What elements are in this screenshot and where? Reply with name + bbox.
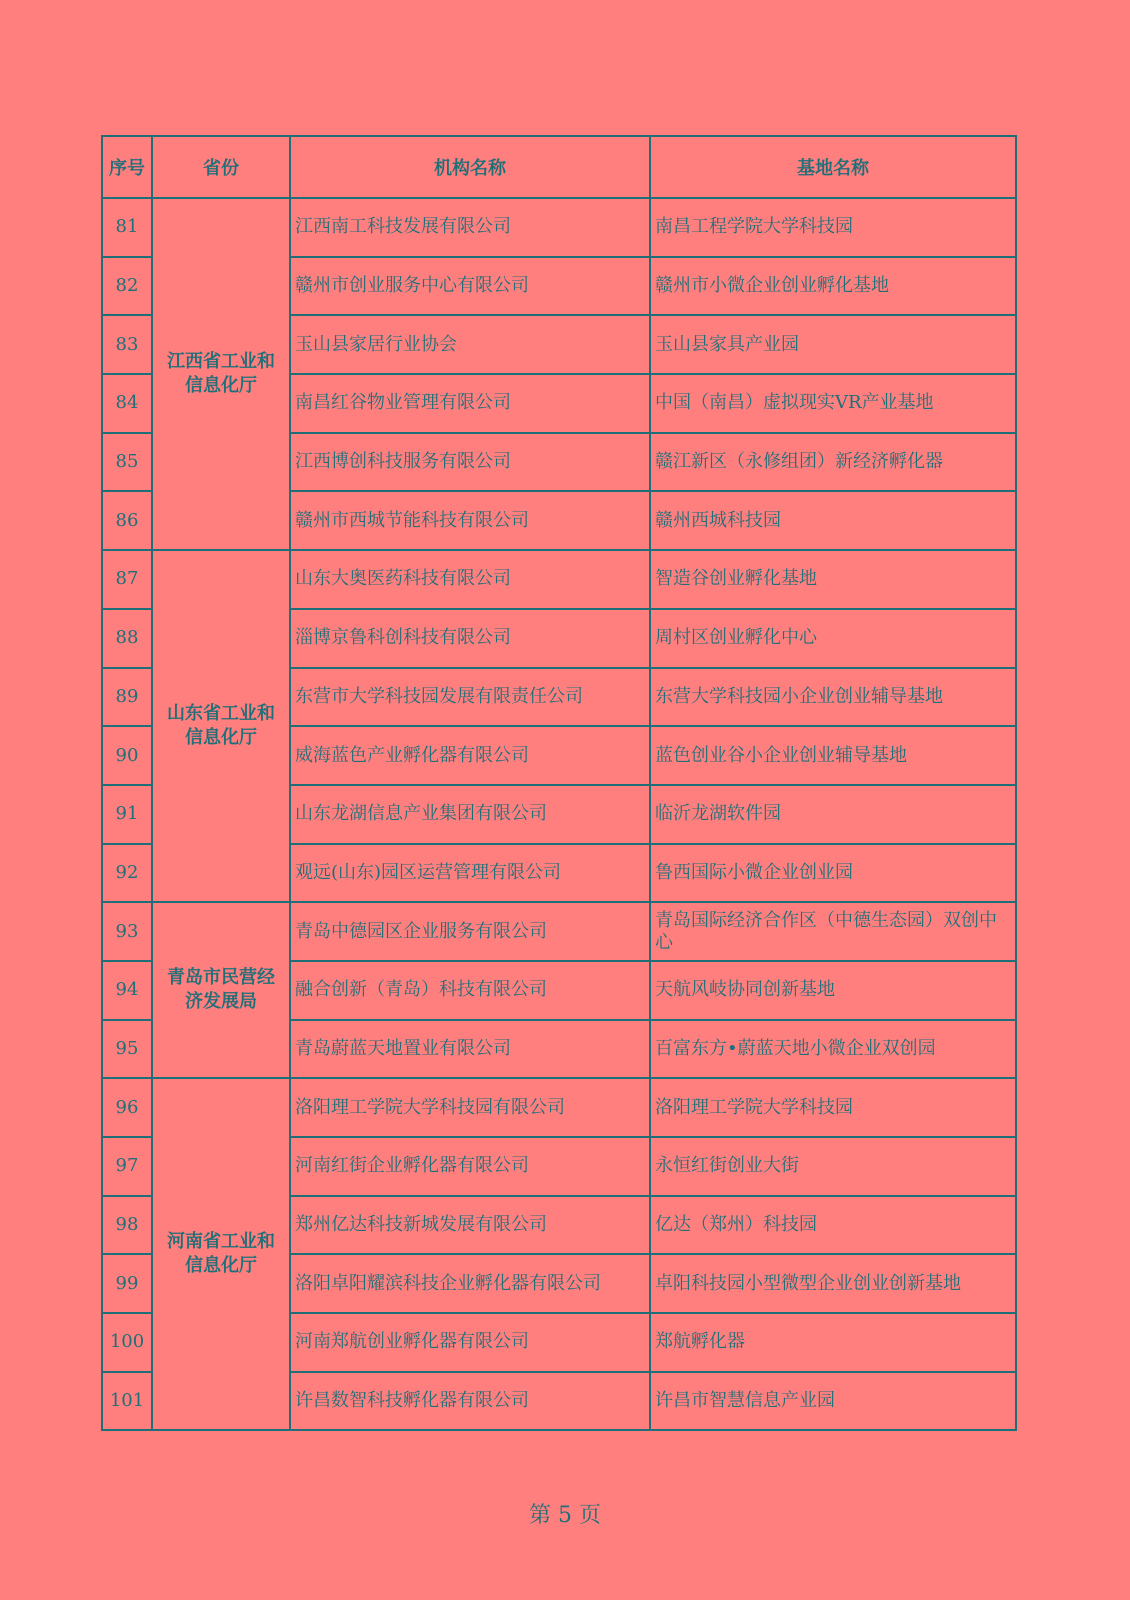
- province-cell: 山东省工业和信息化厅: [152, 550, 290, 902]
- base-name: 百富东方•蔚蓝天地小微企业双创园: [650, 1020, 1016, 1079]
- base-name: 鲁西国际小微企业创业园: [650, 844, 1016, 903]
- row-index: 92: [102, 844, 152, 903]
- base-name: 亿达（郑州）科技园: [650, 1196, 1016, 1255]
- row-index: 82: [102, 257, 152, 316]
- row-index: 84: [102, 374, 152, 433]
- row-index: 91: [102, 785, 152, 844]
- base-name: 天航风岐协同创新基地: [650, 961, 1016, 1020]
- org-name: 南昌红谷物业管理有限公司: [290, 374, 650, 433]
- document-table-container: [101, 135, 1017, 1431]
- row-index: 97: [102, 1137, 152, 1196]
- header-base: 基地名称: [650, 136, 1016, 198]
- row-index: 85: [102, 433, 152, 492]
- base-name: 玉山县家具产业园: [650, 315, 1016, 374]
- org-name: 融合创新（青岛）科技有限公司: [290, 961, 650, 1020]
- base-name: 东营大学科技园小企业创业辅导基地: [650, 668, 1016, 727]
- org-name: 赣州市西城节能科技有限公司: [290, 491, 650, 550]
- org-name: 玉山县家居行业协会: [290, 315, 650, 374]
- base-name: 赣州西城科技园: [650, 491, 1016, 550]
- org-name: 许昌数智科技孵化器有限公司: [290, 1372, 650, 1431]
- header-province: 省份: [152, 136, 290, 198]
- province-cell: 河南省工业和信息化厅: [152, 1078, 290, 1430]
- row-index: 90: [102, 726, 152, 785]
- base-name: 周村区创业孵化中心: [650, 609, 1016, 668]
- row-index: 95: [102, 1020, 152, 1079]
- header-index: 序号: [102, 136, 152, 198]
- org-name: 东营市大学科技园发展有限责任公司: [290, 668, 650, 727]
- province-cell: 江西省工业和信息化厅: [152, 198, 290, 550]
- base-name: 卓阳科技园小型微型企业创业创新基地: [650, 1254, 1016, 1313]
- org-name: 观远(山东)园区运营管理有限公司: [290, 844, 650, 903]
- org-name: 赣州市创业服务中心有限公司: [290, 257, 650, 316]
- table-row: [102, 550, 1016, 609]
- org-name: 河南郑航创业孵化器有限公司: [290, 1313, 650, 1372]
- base-name: 蓝色创业谷小企业创业辅导基地: [650, 726, 1016, 785]
- org-name: 河南红街企业孵化器有限公司: [290, 1137, 650, 1196]
- org-name: 青岛中德园区企业服务有限公司: [290, 902, 650, 961]
- org-name: 淄博京鲁科创科技有限公司: [290, 609, 650, 668]
- org-name: 山东龙湖信息产业集团有限公司: [290, 785, 650, 844]
- table-body: [102, 198, 1016, 1430]
- row-index: 88: [102, 609, 152, 668]
- org-name: 郑州亿达科技新城发展有限公司: [290, 1196, 650, 1255]
- base-name: 赣州市小微企业创业孵化基地: [650, 257, 1016, 316]
- base-name: 青岛国际经济合作区（中德生态园）双创中心: [650, 902, 1016, 961]
- row-index: 99: [102, 1254, 152, 1313]
- base-name: 许昌市智慧信息产业园: [650, 1372, 1016, 1431]
- base-name: 智造谷创业孵化基地: [650, 550, 1016, 609]
- org-name: 威海蓝色产业孵化器有限公司: [290, 726, 650, 785]
- base-name: 中国（南昌）虚拟现实VR产业基地: [650, 374, 1016, 433]
- base-name: 临沂龙湖软件园: [650, 785, 1016, 844]
- row-index: 87: [102, 550, 152, 609]
- table-row: [102, 198, 1016, 257]
- base-list-table: [101, 135, 1017, 1431]
- row-index: 81: [102, 198, 152, 257]
- base-name: 赣江新区（永修组团）新经济孵化器: [650, 433, 1016, 492]
- province-cell: 青岛市民营经济发展局: [152, 902, 290, 1078]
- row-index: 96: [102, 1078, 152, 1137]
- row-index: 98: [102, 1196, 152, 1255]
- base-name: 洛阳理工学院大学科技园: [650, 1078, 1016, 1137]
- row-index: 94: [102, 961, 152, 1020]
- org-name: 洛阳理工学院大学科技园有限公司: [290, 1078, 650, 1137]
- row-index: 100: [102, 1313, 152, 1372]
- row-index: 101: [102, 1372, 152, 1431]
- base-name: 永恒红街创业大街: [650, 1137, 1016, 1196]
- page-number: 第 5 页: [529, 1503, 601, 1528]
- org-name: 山东大奥医药科技有限公司: [290, 550, 650, 609]
- base-name: 南昌工程学院大学科技园: [650, 198, 1016, 257]
- row-index: 86: [102, 491, 152, 550]
- row-index: 93: [102, 902, 152, 961]
- table-row: [102, 902, 1016, 961]
- row-index: 89: [102, 668, 152, 727]
- table-header-row: [102, 136, 1016, 198]
- org-name: 江西博创科技服务有限公司: [290, 433, 650, 492]
- row-index: 83: [102, 315, 152, 374]
- header-org: 机构名称: [290, 136, 650, 198]
- org-name: 江西南工科技发展有限公司: [290, 198, 650, 257]
- table-row: [102, 1078, 1016, 1137]
- org-name: 洛阳卓阳耀滨科技企业孵化器有限公司: [290, 1254, 650, 1313]
- base-name: 郑航孵化器: [650, 1313, 1016, 1372]
- org-name: 青岛蔚蓝天地置业有限公司: [290, 1020, 650, 1079]
